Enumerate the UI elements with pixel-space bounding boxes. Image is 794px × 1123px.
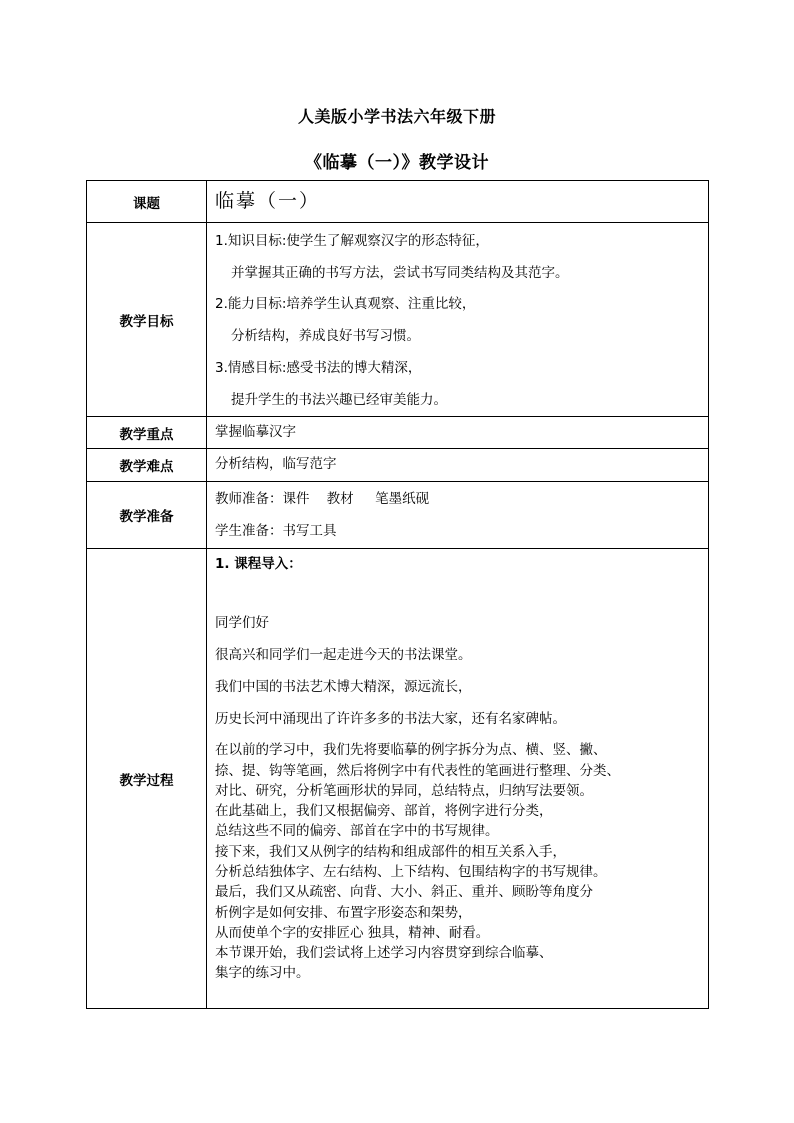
topic-cell <box>207 181 709 223</box>
difficulty-cell <box>207 449 709 482</box>
intro-heading: 1. 课程导入： <box>215 556 302 573</box>
row-preparation <box>87 482 709 549</box>
topic-value: 临摹（一） <box>215 190 321 212</box>
goal-line: 提升学生的书法兴趣已经审美能力。 <box>231 391 447 408</box>
difficulty-value: 分析结构，临写范字 <box>215 456 337 473</box>
lesson-title: 《临摹（一）》教学设计 <box>305 153 489 173</box>
intro-paragraph: 我们中国的书法艺术博大精深，源远流长， <box>215 679 472 696</box>
intro-paragraph: 历史长河中涌现出了许许多多的书法大家，还有名家碑帖。 <box>215 711 566 728</box>
difficulty-label: 教学难点 <box>87 449 207 482</box>
row-difficulty <box>87 449 709 482</box>
topic-label: 课题 <box>87 181 207 223</box>
review-line: 从而使单个字的安排匠心 独具，精神、耐看。 <box>215 924 490 941</box>
intro-paragraph: 很高兴和同学们一起走进今天的书法课堂。 <box>215 647 472 664</box>
intro-paragraph: 同学们好 <box>215 615 269 632</box>
review-line: 分析总结独体字、左右结构、上下结构、包围结构字的书写规律。 <box>215 864 607 880</box>
preparation-cell <box>207 482 709 549</box>
goal-line: 2.能力目标:培养学生认真观察、注重比较， <box>215 296 476 313</box>
process-label: 教学过程 <box>87 549 207 1009</box>
review-line: 对比、研究，分析笔画形状的异同，总结特点，归纳写法要领。 <box>215 782 593 799</box>
key-point-label: 教学重点 <box>87 417 207 449</box>
row-key-point <box>87 417 709 449</box>
lesson-plan-table <box>86 180 709 1009</box>
review-line: 本节课开始，我们尝试将上述学习内容贯穿到综合临摹、 <box>215 945 553 962</box>
preparation-label: 教学准备 <box>87 482 207 549</box>
row-goals <box>87 223 709 417</box>
process-cell <box>207 549 709 1009</box>
row-topic <box>87 181 709 223</box>
document-title: 人美版小学书法六年级下册 <box>297 107 496 126</box>
review-line: 接下来，我们又从例字的结构和组成部件的相互关系入手， <box>215 843 566 860</box>
goal-line: 并掌握其正确的书写方法，尝试书写同类结构及其范字。 <box>231 264 569 281</box>
goals-label: 教学目标 <box>87 223 207 417</box>
review-line: 析例字是如何安排、布置字形姿态和架势， <box>215 904 472 921</box>
review-line: 最后，我们又从疏密、向背、大小、斜正、重并、顾盼等角度分 <box>215 884 593 901</box>
student-preparation: 学生准备：书写工具 <box>215 523 337 540</box>
teacher-preparation: 教师准备：课件 教材 笔墨纸砚 <box>215 491 430 508</box>
goal-line: 分析结构，养成良好书写习惯。 <box>231 328 420 345</box>
key-point-value: 掌握临摹汉字 <box>215 424 296 441</box>
review-line: 在以前的学习中，我们先将要临摹的例字拆分为点、横、竖、撇、 <box>215 742 607 759</box>
review-line: 在此基础上，我们又根据偏旁、部首，将例字进行分类， <box>215 803 553 820</box>
goals-cell <box>207 223 709 417</box>
goal-line: 3.情感目标:感受书法的博大精深， <box>215 359 422 376</box>
review-line: 集字的练习中。 <box>215 965 310 982</box>
row-process <box>87 549 709 1009</box>
goal-line: 1.知识目标:使学生了解观察汉字的形态特征， <box>215 233 489 249</box>
review-line: 总结这些不同的偏旁、部首在字中的书写规律。 <box>215 823 499 840</box>
key-point-cell <box>207 417 709 449</box>
review-line: 捺、提、钩等笔画，然后将例字中有代表性的笔画进行整理、分类、 <box>215 762 620 779</box>
